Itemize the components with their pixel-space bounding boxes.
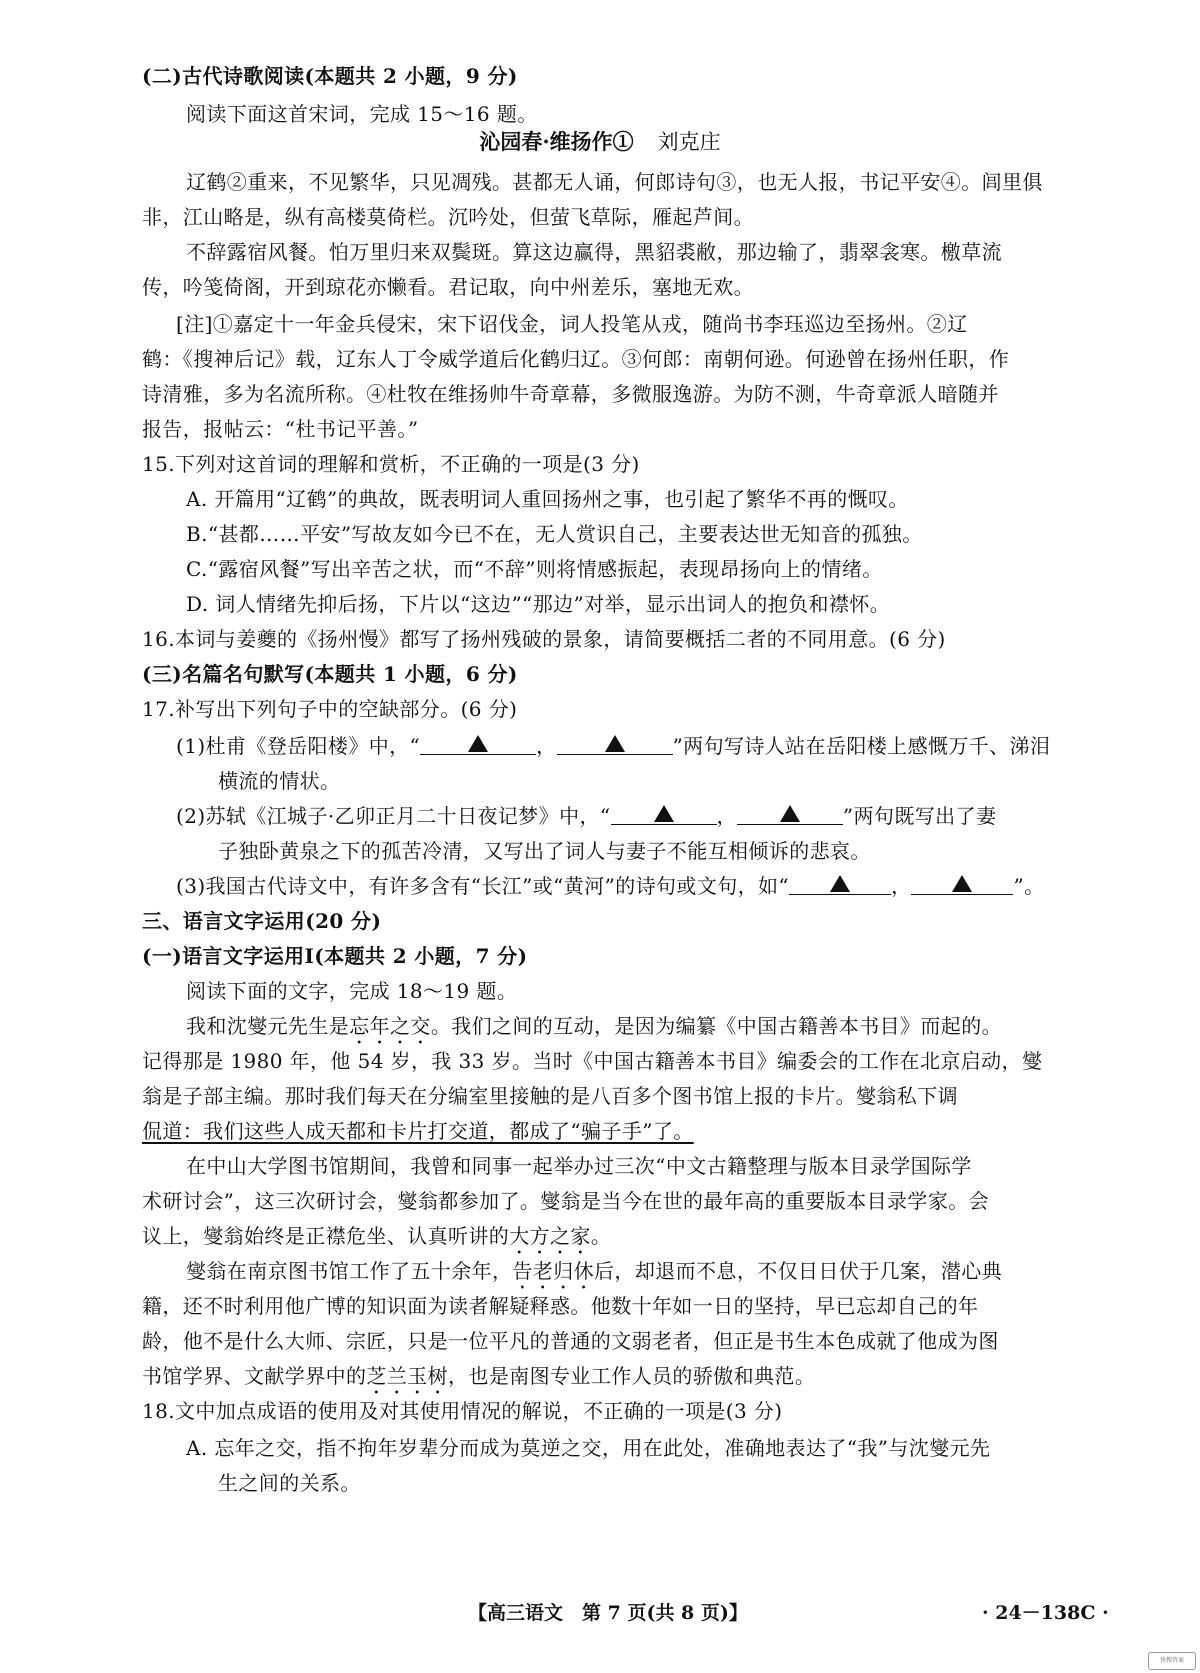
passage-text: 。 (590, 1224, 612, 1248)
poem-note-line1: [注]①嘉定十一年金兵侵宋，宋下诏伐金，词人投笔从戎，随尚书李珏巡边至扬州。②辽 (176, 312, 968, 336)
question-17-item1-line2: 横流的情状。 (218, 769, 341, 793)
passage-text: 。我们之间的互动，是因为编纂《中国古籍善本书目》而起的。 (430, 1014, 1003, 1038)
passage-p2-line3 (142, 1222, 611, 1259)
dotted-idiom: 芝兰玉树 (366, 1364, 449, 1388)
passage-p3-line4 (142, 1362, 815, 1399)
poem-title-line (0, 128, 1200, 156)
blank-comma: ， (716, 804, 737, 828)
answer-blank[interactable] (737, 802, 843, 825)
passage-text: 议上，燮翁始终是正襟危坐、认真听讲的 (142, 1224, 510, 1248)
passage-text: ，也是南图专业工作人员的骄傲和典范。 (448, 1364, 816, 1388)
item1-prefix: (1)杜甫《登岳阳楼》中，“ (176, 734, 421, 758)
answer-blank[interactable] (789, 872, 891, 895)
question-15-option-c: C.“露宿风餐”写出辛苦之状，而“不辞”则将情感振起，表现昂扬向上的情绪。 (186, 557, 883, 581)
question-18-stem: 18.文中加点成语的使用及对其使用情况的解说，不正确的一项是(3 分) (142, 1399, 783, 1423)
passage-text: 燮翁在南京图书馆工作了五十余年， (186, 1259, 513, 1283)
triangle-icon (654, 805, 674, 822)
question-17-item2-line2: 子独卧黄泉之下的孤苦冷清，又写出了词人与妻子不能互相倾诉的悲哀。 (218, 839, 871, 863)
question-18-option-a-line2: 生之间的关系。 (218, 1471, 361, 1495)
answer-blank[interactable] (611, 802, 717, 825)
passage-p1-line4 (142, 1117, 694, 1145)
question-17-item2 (176, 802, 996, 830)
passage-p3-line2: 籍，还不时利用他广博的知识面为读者解疑释惑。他数十年如一日的坚持，早已忘却自己的年 (142, 1294, 979, 1318)
question-15-option-d: D. 词人情绪先抑后扬，下片以“这边”“那边”对举，显示出词人的抱负和襟怀。 (186, 592, 891, 616)
triangle-icon (605, 735, 625, 752)
poem-note-line2: 鹤：《搜神后记》载，辽东人丁令威学道后化鹤归辽。③何郎：南朝何逊。何逊曾在扬州任职，作 (142, 347, 1010, 371)
question-16-stem: 16.本词与姜夔的《扬州慢》都写了扬州残破的景象，请简要概括二者的不同用意。(6 分) (142, 627, 946, 651)
language-intro: 阅读下面的文字，完成 18～19 题。 (186, 979, 518, 1003)
question-17-item3 (176, 872, 1045, 900)
answer-blank[interactable] (557, 732, 673, 755)
triangle-icon (830, 875, 850, 892)
triangle-icon (952, 875, 972, 892)
item2-suffix: ”两句既写出了妻 (842, 804, 997, 828)
watermark-logo: 快搜答案 (1148, 1652, 1196, 1670)
question-17-item1 (176, 732, 1050, 760)
passage-p2-line2: 术研讨会”，这三次研讨会，燮翁都参加了。燮翁是当今在世的最年高的重要版本目录学家。会 (142, 1189, 990, 1213)
poem-stanza1-line2: 非，江山略是，纵有高楼莫倚栏。沉吟处，但萤飞草际，雁起芦间。 (142, 205, 754, 229)
item2-prefix: (2)苏轼《江城子·乙卯正月二十日夜记梦》中，“ (176, 804, 611, 828)
section-heading-poetry: (二)古代诗歌阅读(本题共 2 小题，9 分) (142, 64, 518, 88)
blank-comma: ， (536, 734, 557, 758)
item3-prefix: (3)我国古代诗文中，有许多含有“长江”或“黄河”的诗句或文句，如“ (176, 874, 790, 898)
question-17-stem: 17.补写出下列句子中的空缺部分。(6 分) (142, 697, 518, 721)
answer-blank[interactable] (911, 872, 1013, 895)
section-subheading-language: (一)语言文字运用Ⅰ(本题共 2 小题，7 分) (142, 944, 528, 968)
poem-stanza1-line1: 辽鹤②重来，不见繁华，只见凋残。甚都无人诵，何郎诗句③，也无人报，书记平安④。闾里俱 (186, 170, 1043, 194)
blank-comma: ， (891, 874, 912, 898)
triangle-icon (780, 805, 800, 822)
question-15-option-a: A. 开篇用“辽鹤”的典故，既表明词人重回扬州之事，也引起了繁华不再的慨叹。 (186, 487, 909, 511)
footer-exam-code: · 24－138C · (982, 1602, 1109, 1624)
passage-text: 书馆学界、文献学界中的 (142, 1364, 367, 1388)
passage-p1-line2: 记得那是 1980 年，他 54 岁，我 33 岁。当时《中国古籍善本书目》编委会的工作在北京启动，燮 (142, 1049, 1043, 1073)
passage-text: 后，却退而不息，不仅日日伏于几案，潜心典 (594, 1259, 1003, 1283)
dotted-idiom: 忘年之交 (349, 1014, 431, 1038)
poem-stanza2-line2: 传，吟笺倚阁，开到琼花亦懒看。君记取，向中州差乐，塞地无欢。 (142, 275, 754, 299)
passage-text: 我和沈燮元先生是 (186, 1014, 350, 1038)
answer-blank[interactable] (420, 732, 536, 755)
footer-page-info: 【高三语文 第 7 页(共 8 页)】 (468, 1602, 748, 1624)
question-18-option-a-line1: A. 忘年之交，指不拘年岁辈分而成为莫逆之交，用在此处，准确地表达了“我”与沈燮元先 (186, 1436, 991, 1460)
poem-note-line3: 诗清雅，多为名流所称。④杜牧在维扬帅牛奇章幕，多微服逸游。为防不测，牛奇章派人暗随并 (142, 382, 999, 406)
section-heading-recite: (三)名篇名句默写(本题共 1 小题，6 分) (142, 662, 518, 686)
item3-suffix: ”。 (1013, 874, 1045, 898)
question-15-stem: 15.下列对这首词的理解和赏析，不正确的一项是(3 分) (142, 452, 640, 476)
poem-note-line4: 报告，报帖云：“杜书记平善。” (142, 417, 419, 441)
poem-stanza2-line1: 不辞露宿风餐。怕万里归来双鬓斑。算这边赢得，黑貂裘敝，那边输了，翡翠衾寒。檄草流 (186, 240, 1002, 264)
question-15-option-b: B.“甚都……平安”写故友如今已不在，无人赏识自己，主要表达世无知音的孤独。 (186, 522, 923, 546)
underlined-sentence: 侃道：我们这些人成天都和卡片打交道，都成了“骗子手”了。 (142, 1119, 694, 1143)
passage-p3-line1 (186, 1257, 1002, 1294)
passage-p3-line3: 龄，他不是什么大师、宗匠，只是一位平凡的普通的文弱老者，但正是书生本色成就了他成为图 (142, 1329, 999, 1353)
poetry-intro: 阅读下面这首宋词，完成 15～16 题。 (186, 102, 538, 126)
passage-p1-line1 (186, 1012, 1002, 1049)
poem-author: 刘克庄 (657, 130, 721, 154)
dotted-idiom: 告老归休 (512, 1259, 595, 1283)
section-heading-language: 三、语言文字运用(20 分) (142, 909, 382, 933)
dotted-idiom: 大方之家 (509, 1224, 591, 1248)
passage-p1-line3: 翁是子部主编。那时我们每天在分编室里接触的是八百多个图书馆上报的卡片。燮翁私下调 (142, 1084, 958, 1108)
item1-suffix: ”两句写诗人站在岳阳楼上感慨万千、涕泪 (672, 734, 1051, 758)
triangle-icon (468, 735, 488, 752)
passage-p2-line1: 在中山大学图书馆期间，我曾和同事一起举办过三次“中文古籍整理与版本目录学国际学 (186, 1154, 972, 1178)
poem-title: 沁园春·维扬作① (479, 129, 634, 154)
